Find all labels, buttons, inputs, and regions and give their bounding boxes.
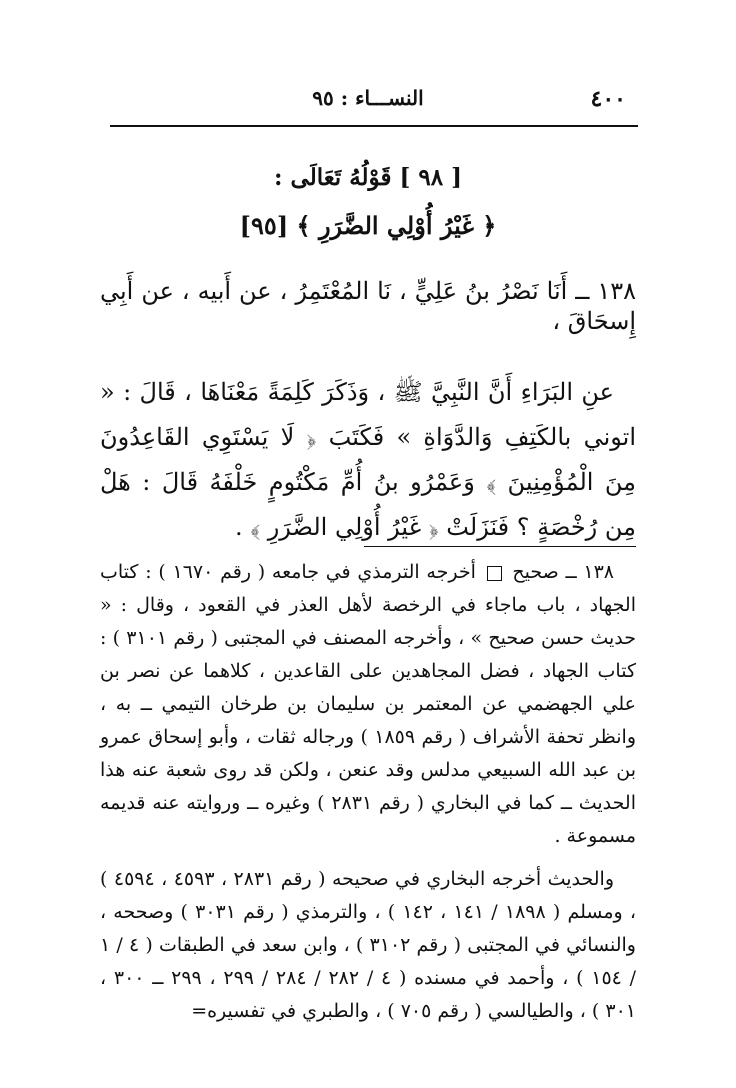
footnote-second: والحديث أخرجه البخاري في صحيحه ( رقم ٢٨٣١ ، ٤٥٩٣ ، ٤٥٩٤ ) ، ومسلم ( ١٨٩٨ / ١٤١ ، ١٤٢ ) ، والترمذي ( رقم ٣٠٣١ ) وصححه ، والنسائي في المجتبى ( رقم ٣١٠٢ ) ، وابن سعد في الطبقات ( ٤ / ١ / ١٥٤ ) ، وأحمد في مسنده ( ٤ / ٢٨٢ / ٢٨٤ / ٢٩٩ ، ٢٩٩ ــ ٣٠٠ ، ٣٠١ ) ، والطيالسي ( رقم ٧٠٥ ) ، والطبري في تفسيره= xyxy=(100,868,637,1022)
section-heading: [ ٩٨ ] قَوْلُهُ تَعَالَى : xyxy=(274,164,462,191)
page-number: ٤٠٠ xyxy=(590,86,626,112)
footnote-first xyxy=(100,556,636,853)
hadith-text xyxy=(100,276,636,550)
footnote-first-text: أخرجه الترمذي في جامعه ( رقم ١٦٧٠ ) : كتاب الجهاد ، باب ماجاء في الرخصة لأهل العذر في القعود ، وقال : « حديث حسن صحيح » ، وأخرجه المصنف في المجتبى ( رقم ٣١٠١ ) : كتاب الجهاد ، فضل المجاهدين على القاعدين ، كلاهما عن نصر بن علي الجهضمي عن المعتمر بن سليمان بن طرخان التيمي ــ به ، وانظر تحفة الأشراف ( رقم ١٨٥٩ ) ورجاله ثقات ، وأبو إسحاق عمرو بن عبد الله السبيعي مدلس وقد عنعن ، ولكن قد روى شعبة عنه هذا الحديث ــ كما في البخاري ( رقم ٢٨٣١ ) وغيره ــ وروايته عنه قديمه مسموعة . xyxy=(100,561,636,847)
header-title: النســـاء : ٩٥ xyxy=(312,86,424,110)
hadith-isnad: ١٣٨ ــ أَنَا نَصْرُ بنُ عَلِيٍّ ، نَا المُعْتَمِرُ ، عن أَبيه ، عن أَبِي إِسحَاقَ ، xyxy=(100,277,636,335)
footnote-rule xyxy=(364,546,636,547)
header-rule xyxy=(110,125,638,127)
footnote-number-grade: ١٣٨ ــ صحيح xyxy=(512,561,615,583)
running-header xyxy=(110,86,626,126)
square-box-icon xyxy=(487,566,502,581)
hadith-matn: عنِ البَرَاءِ أَنَّ النَّبِيَّ ﷺ ، وَذَكَرَ كَلِمَةً مَعْنَاهَا ، قَالَ : « اتوني بالكَتِفِ وَالدَّوَاةِ » فَكَتَبَ ﴿ لَا يَسْتَوِي القَاعِدُونَ مِنَ الْمُؤْمِنِينَ ﴾ وَعَمْرُو بنُ أُمِّ مَكْتُومٍ خَلْفَهُ قَالَ : هَلْ مِن رُخْصَةٍ ؟ فَنَزَلَتْ ﴿ غَيْرُ أُوْلِي الضَّرَرِ ﴾ . xyxy=(100,378,636,541)
footnotes xyxy=(100,556,636,1028)
verse-line: ﴿ غَيْرُ أُوْلِي الضَّرَرِ ﴾ [٩٥] xyxy=(239,211,497,240)
